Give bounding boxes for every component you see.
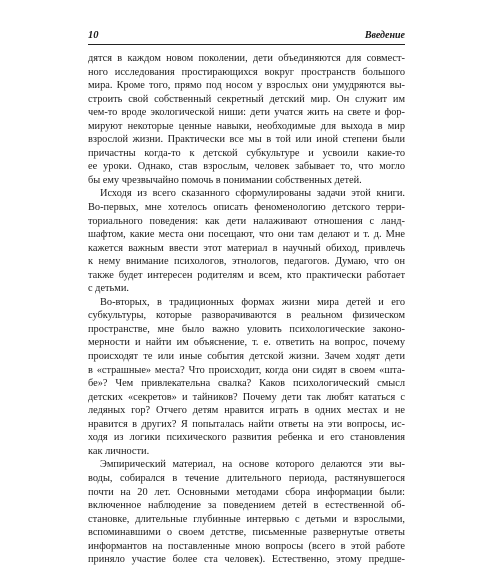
text-line — [88, 458, 405, 472]
text-line — [88, 201, 405, 215]
text-line — [88, 391, 405, 405]
line-text: почти на 20 лет. Основными методами сбора информации были: — [88, 486, 405, 498]
text-line — [88, 377, 405, 391]
line-text: пространстве, мне было важно уловить психологические законо- — [88, 323, 405, 335]
line-text: Исходя из всего сказанного сформулированы задачи этой книги. — [100, 188, 405, 200]
line-text: Во-первых, мне хотелось описать феноменологию детского терри- — [88, 202, 405, 214]
line-text: информантов на поставленные мною вопросы (всего в этой работе — [88, 540, 405, 552]
page-number: 10 — [88, 30, 99, 41]
line-text: Во-вторых, в традиционных формах жизни мира детей и его — [100, 296, 405, 308]
text-line — [88, 553, 405, 567]
text-line — [88, 323, 405, 337]
line-text: включенное наблюдение за поведением детей в естественной об- — [88, 500, 405, 512]
line-text: ходя из логики психического развития ребенка и его становления — [88, 432, 405, 444]
text-line — [88, 526, 405, 540]
line-text: как личности. — [88, 445, 150, 457]
text-line — [88, 66, 405, 80]
line-text: бы ему чрезвычайно помочь в понимании собственных детей. — [88, 174, 362, 186]
text-line — [88, 418, 405, 432]
text-line — [88, 513, 405, 527]
text-line — [88, 309, 405, 323]
text-line — [88, 160, 405, 174]
line-text: дятся в каждом новом поколении, дети объединяются для совмест- — [88, 53, 405, 64]
text-line — [88, 282, 405, 296]
text-line — [88, 242, 405, 256]
text-line — [88, 445, 405, 459]
text-line — [88, 540, 405, 554]
line-text: чем-то вроде экологической ниши: дети учатся жить на свете и фор- — [88, 107, 405, 119]
section-title: Введение — [364, 30, 405, 41]
line-text: мира. Кроме того, прямо под носом у взрослых они умудряются вы- — [88, 80, 405, 92]
running-header — [88, 30, 405, 45]
line-text: приняло участие более ста человек). Естественно, этому предше- — [88, 554, 405, 566]
text-line — [88, 336, 405, 350]
line-text: детских «секретов» и тайников? Почему дети так любят кататься с — [88, 391, 405, 403]
line-text: бе»? Чем привлекательна свалка? Каков психологический смысл — [88, 378, 405, 390]
text-line — [88, 269, 405, 283]
text-line — [88, 187, 405, 201]
text-line — [88, 106, 405, 120]
line-text: субкультуры, которые разворачиваются в реальном физическом — [88, 310, 405, 322]
line-text: с детьми. — [88, 283, 129, 295]
text-line — [88, 174, 405, 188]
line-text: Эмпирический материал, на основе которого делаются эти вы- — [100, 459, 405, 471]
line-text: мерности и найти им объяснение, т. е. ответить на вопрос, почему — [88, 337, 405, 349]
line-text: воды, собирался в течение длительного периода, растянувшегося — [88, 472, 405, 484]
text-line — [88, 296, 405, 310]
text-line — [88, 499, 405, 513]
text-line — [88, 486, 405, 500]
text-line — [88, 255, 405, 269]
text-line — [88, 133, 405, 147]
line-text: нравится в других? Я попыталась найти ответы на эти вопросы, ис- — [88, 418, 405, 430]
text-line — [88, 120, 405, 134]
line-text: ториального поведения: как дети налаживают отношения с ланд- — [88, 215, 405, 227]
line-text: к нему внимание психологов, этнологов, педагогов. Думаю, что он — [88, 256, 405, 268]
line-text: взрослой жизни. Практически все мы в той или иной степени были — [88, 134, 405, 146]
text-line — [88, 52, 405, 66]
line-text: кажется важным ввести этот материал в научный обиход, привлечь — [88, 242, 405, 254]
text-line — [88, 215, 405, 229]
line-text: строить свой собственный секретный детский мир. Он служит им — [88, 93, 405, 105]
text-line — [88, 350, 405, 364]
line-text: также будет интересен родителям и всем, кто практически работает — [88, 269, 405, 281]
text-line — [88, 79, 405, 93]
line-text: в «страшные» места? Что происходит, когда они сидят в своем «шта- — [88, 364, 405, 376]
text-line — [88, 93, 405, 107]
line-text: мируют некоторые ценные навыки, необходимые для выхода в мир — [88, 120, 405, 132]
line-text: ледяных гор? Отчего детям нравится играть в одних местах и не — [88, 405, 405, 417]
line-text: становке, длительные глубинные интервью с детьми и взрослыми, — [88, 513, 405, 525]
text-line — [88, 431, 405, 445]
body-text — [88, 52, 405, 567]
text-line — [88, 472, 405, 486]
line-text: ее уроки. Однако, став взрослым, человек забывает то, что могло — [88, 161, 405, 173]
line-text: причастны когда-то к детской субкультуре и усвоили какие-то — [88, 147, 405, 159]
line-text: происходят те или иные события детской жизни. Зачем ходят дети — [88, 351, 405, 363]
text-line — [88, 228, 405, 242]
text-line — [88, 147, 405, 161]
text-line — [88, 364, 405, 378]
line-text: вспоминавшими о своем детстве, письменные развернутые ответы — [88, 527, 405, 539]
text-line — [88, 404, 405, 418]
line-text: ного исследования простирающихся вокруг пространств большого — [88, 66, 405, 78]
line-text: шафтом, какие места они посещают, что они там делают и т. д. Мне — [88, 229, 405, 241]
